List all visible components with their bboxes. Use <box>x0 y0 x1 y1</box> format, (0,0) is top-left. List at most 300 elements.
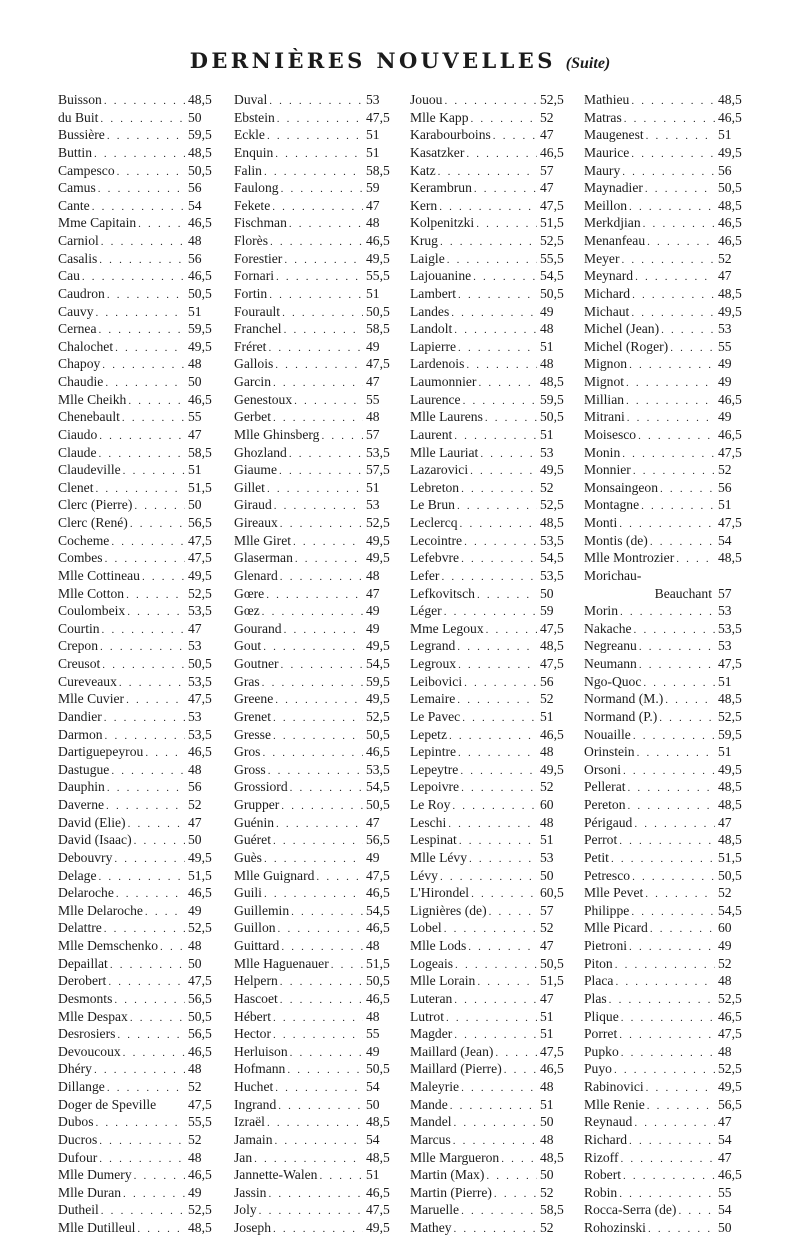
candidate-name: Maruelle <box>410 1202 460 1218</box>
list-item <box>58 955 218 973</box>
candidate-score: 52,5 <box>366 515 390 530</box>
candidate-name: Mlle Lévy <box>410 849 468 865</box>
list-item <box>584 214 748 232</box>
list-item <box>410 690 570 708</box>
candidate-score: 48,5 <box>718 285 742 301</box>
candidate-name: Darmon <box>58 726 103 742</box>
candidate-score: 51 <box>540 1096 554 1112</box>
list-item <box>584 232 748 250</box>
candidate-score: 48 <box>540 1131 554 1147</box>
list-item <box>410 902 570 920</box>
candidate-score: 60 <box>718 920 732 936</box>
candidate-score: 49,5 <box>366 1220 390 1235</box>
dot-leader <box>504 1062 537 1080</box>
dot-leader <box>100 111 185 129</box>
list-item <box>410 1043 570 1061</box>
list-item <box>234 391 396 409</box>
dot-leader <box>114 851 185 869</box>
candidate-name: Katz <box>410 162 436 178</box>
dot-leader <box>266 587 363 605</box>
dot-leader <box>115 340 185 358</box>
list-item <box>410 1219 570 1237</box>
dot-leader <box>647 234 715 252</box>
dot-leader <box>629 939 715 957</box>
candidate-score: 49,5 <box>718 144 742 160</box>
candidate-score: 49 <box>366 849 380 865</box>
dot-leader <box>459 833 537 851</box>
candidate-name: Rabinovici <box>584 1079 644 1094</box>
list-item <box>58 391 218 409</box>
list-item <box>410 444 570 462</box>
candidate-score: 52 <box>188 1079 202 1094</box>
candidate-name: Pupko <box>584 1043 619 1059</box>
dot-leader <box>275 692 363 710</box>
candidate-name: Lepetz <box>410 726 447 742</box>
list-item <box>234 373 396 391</box>
list-item <box>234 585 396 603</box>
list-item <box>234 91 396 109</box>
candidate-score: 50,5 <box>718 867 742 883</box>
candidate-name: David (Elie) <box>58 814 126 830</box>
candidate-score: 55 <box>718 338 732 354</box>
list-item <box>58 444 218 462</box>
candidate-score: 51 <box>540 832 554 848</box>
candidate-score: 55 <box>188 409 202 425</box>
candidate-score: 49,5 <box>718 303 742 319</box>
candidate-name: Le Pavec <box>410 708 461 724</box>
list-item <box>584 620 748 638</box>
candidate-name: Mlle Margueron <box>410 1149 500 1165</box>
candidate-name: Fekete <box>234 197 271 213</box>
dot-leader <box>476 216 537 234</box>
candidate-name: Ciaudo <box>58 426 98 442</box>
dot-leader <box>160 939 185 957</box>
list-item <box>58 831 218 849</box>
dot-leader <box>275 1133 363 1151</box>
candidate-name: Lefkovitsch <box>410 585 475 601</box>
list-item <box>584 726 748 744</box>
candidate-score: 53 <box>718 638 732 654</box>
candidate-score: 49 <box>718 409 732 425</box>
candidate-name: Gourand <box>234 620 282 636</box>
candidate-name: Dubos <box>58 1114 94 1130</box>
dot-leader <box>458 657 537 675</box>
candidate-score: 55 <box>366 391 380 407</box>
list-item <box>410 937 570 955</box>
dot-leader <box>634 1115 715 1133</box>
candidate-score: 51 <box>188 462 202 478</box>
list-item <box>234 126 396 144</box>
candidate-score: 48 <box>718 1043 732 1059</box>
dot-leader <box>280 569 363 587</box>
list-item <box>58 1166 218 1184</box>
candidate-name: Forestier <box>234 250 283 266</box>
list-item <box>58 479 218 497</box>
candidate-name: Laigle <box>410 250 445 266</box>
list-item <box>234 461 396 479</box>
list-item <box>584 1025 748 1043</box>
candidate-name: Mlle Cuvier <box>58 691 125 707</box>
candidate-name: Monin <box>584 444 621 460</box>
candidate-score: 52 <box>540 109 554 125</box>
dot-leader <box>648 1221 715 1239</box>
list-item <box>58 743 218 761</box>
list-item <box>584 1149 748 1167</box>
list-item <box>584 937 748 955</box>
candidate-name: Montis (de) <box>584 532 648 548</box>
list-item <box>410 250 570 268</box>
list-item <box>234 496 396 514</box>
dot-leader <box>123 1045 185 1063</box>
list-item <box>234 250 396 268</box>
candidate-name: Maillard (Jean) <box>410 1043 494 1059</box>
dot-leader <box>290 1045 363 1063</box>
dot-leader <box>478 375 537 393</box>
candidate-score: 46,5 <box>366 920 390 936</box>
candidate-score: 51 <box>718 497 732 513</box>
candidate-name: Doger de Speville <box>58 1096 157 1112</box>
dot-leader <box>670 340 715 358</box>
dot-leader <box>446 1010 537 1028</box>
candidate-score: 53,5 <box>188 726 212 742</box>
candidate-score: 51,5 <box>540 215 564 231</box>
candidate-score: 47 <box>366 374 380 389</box>
candidate-name: Dastugue <box>58 761 110 777</box>
list-item <box>410 320 570 338</box>
candidate-name: David (Isaac) <box>58 832 132 848</box>
list-item <box>584 1184 748 1202</box>
candidate-name: Mlle Renie <box>584 1096 645 1112</box>
candidate-score: 46,5 <box>540 144 564 160</box>
list-item <box>584 655 748 673</box>
candidate-score: 50 <box>188 109 202 125</box>
candidate-name: Krug <box>410 233 438 248</box>
list-item <box>410 726 570 744</box>
candidate-score: 51,5 <box>718 849 742 865</box>
candidate-name: Mme Capitain <box>58 215 137 231</box>
list-item <box>584 1113 748 1131</box>
candidate-name: Lemaire <box>410 691 456 707</box>
candidate-score: 47,5 <box>366 867 390 883</box>
candidate-score: 49 <box>718 374 732 389</box>
list-item <box>58 637 218 655</box>
candidate-score: 52,5 <box>540 233 564 248</box>
list-item <box>234 955 396 973</box>
candidate-score: 54 <box>188 197 202 213</box>
list-item <box>234 162 396 180</box>
candidate-name: Guillon <box>234 920 276 936</box>
candidate-name: Dufour <box>58 1149 98 1165</box>
dot-leader <box>281 798 363 816</box>
candidate-score: 47,5 <box>540 656 564 671</box>
list-item <box>58 796 218 814</box>
list-item <box>58 1043 218 1061</box>
candidate-name: Mlle Despax <box>58 1008 128 1024</box>
dot-leader <box>134 498 185 516</box>
list-item <box>234 919 396 937</box>
candidate-name: Fourault <box>234 303 281 319</box>
candidate-name: Kolpenitzki <box>410 215 475 231</box>
candidate-name: Falin <box>234 162 262 178</box>
list-item <box>584 144 748 162</box>
dot-leader <box>468 939 537 957</box>
candidate-score: 48 <box>540 1079 554 1094</box>
candidate-score: 51 <box>540 338 554 354</box>
candidate-name: Maynadier <box>584 180 643 196</box>
candidate-score: 48,5 <box>718 691 742 707</box>
candidate-score: 53 <box>540 444 554 460</box>
candidate-name: Mlle Lods <box>410 938 467 953</box>
candidate-score: 53 <box>188 708 202 724</box>
results-column-4 <box>584 91 748 1237</box>
candidate-name: Campesco <box>58 162 115 178</box>
candidate-score: 53,5 <box>540 532 564 548</box>
dot-leader <box>461 551 537 569</box>
candidate-name: Negreanu <box>584 638 637 654</box>
candidate-score: 54 <box>718 1202 732 1218</box>
dot-leader <box>273 710 363 728</box>
dot-leader <box>621 1010 715 1028</box>
list-item <box>234 884 396 902</box>
list-item <box>410 567 570 585</box>
dot-leader <box>102 622 185 640</box>
candidate-score: 47 <box>366 585 380 601</box>
dot-leader <box>451 305 537 323</box>
candidate-score: 50 <box>188 374 202 389</box>
list-item <box>584 426 748 444</box>
list-item <box>58 655 218 673</box>
dot-leader <box>626 393 715 411</box>
list-item <box>584 796 748 814</box>
candidate-name: Michel (Jean) <box>584 321 660 337</box>
candidate-score: 48,5 <box>366 1114 390 1130</box>
dot-leader <box>620 604 715 622</box>
candidate-name: Jassin <box>234 1184 267 1200</box>
list-item <box>58 919 218 937</box>
dot-leader <box>142 569 185 587</box>
dot-leader <box>627 410 715 428</box>
dot-leader <box>275 357 363 375</box>
candidate-score: 47 <box>718 268 732 284</box>
list-item <box>584 496 748 514</box>
candidate-name: Lecointre <box>410 532 463 548</box>
list-item <box>58 514 218 532</box>
dot-leader <box>137 1221 185 1239</box>
list-item <box>410 708 570 726</box>
dot-leader <box>665 692 715 710</box>
list-item <box>58 1219 218 1237</box>
candidate-name: Daverne <box>58 797 105 812</box>
list-item <box>234 796 396 814</box>
candidate-name: Debouvry <box>58 849 113 865</box>
candidate-score: 51,5 <box>188 479 212 495</box>
list-item <box>58 1096 218 1114</box>
list-item <box>234 1219 396 1237</box>
dot-leader <box>117 164 185 182</box>
candidate-name: Ducros <box>58 1131 98 1147</box>
list-item <box>58 1008 218 1026</box>
candidate-name: Izraël <box>234 1114 265 1130</box>
candidate-score: 48,5 <box>718 92 742 107</box>
list-item <box>410 109 570 127</box>
dot-leader <box>130 1010 185 1028</box>
candidate-name: Placa <box>584 973 614 989</box>
list-item <box>584 179 748 197</box>
dot-leader <box>280 516 363 534</box>
list-item <box>410 408 570 426</box>
candidate-score: 59,5 <box>540 391 564 407</box>
candidate-score: 56 <box>188 180 202 196</box>
candidate-score: 58,5 <box>188 444 212 460</box>
candidate-score: 56 <box>188 250 202 266</box>
dot-leader <box>126 587 185 605</box>
results-column-3 <box>410 91 570 1237</box>
candidate-score: 51 <box>718 673 732 689</box>
list-item <box>234 673 396 691</box>
list-item <box>584 514 748 532</box>
candidate-score: 52 <box>540 1184 554 1200</box>
candidate-name: Lebreton <box>410 479 460 495</box>
candidate-score: 56,5 <box>188 1026 212 1042</box>
candidate-name: Mignot <box>584 374 625 389</box>
candidate-name: Petresco <box>584 867 631 883</box>
list-item <box>58 285 218 303</box>
candidate-name: Cureveaux <box>58 673 117 689</box>
dot-leader <box>107 780 185 798</box>
candidate-score: 50,5 <box>188 656 212 671</box>
candidate-score: 57,5 <box>366 462 390 478</box>
list-item <box>58 1025 218 1043</box>
candidate-name: Desrosiers <box>58 1026 116 1042</box>
candidate-name: Eckle <box>234 127 265 143</box>
list-item <box>410 1166 570 1184</box>
dot-leader <box>645 886 715 904</box>
list-item <box>58 726 218 744</box>
candidate-score: 49 <box>366 620 380 636</box>
dot-leader <box>622 446 715 464</box>
candidate-score: 50 <box>366 1096 380 1112</box>
candidate-score: 47,5 <box>188 1096 212 1112</box>
candidate-score: 58,5 <box>540 1202 564 1218</box>
dot-leader <box>650 921 715 939</box>
candidate-score: 59 <box>540 603 554 619</box>
candidate-score: 48 <box>366 409 380 425</box>
dot-leader <box>287 1062 363 1080</box>
candidate-name: Clerc (Pierre) <box>58 497 133 513</box>
dot-leader <box>474 181 537 199</box>
candidate-name: Michel (Roger) <box>584 338 669 354</box>
list-item <box>58 408 218 426</box>
candidate-name: Buisson <box>58 92 102 107</box>
candidate-score: 49,5 <box>718 761 742 777</box>
candidate-score: 54,5 <box>540 550 564 566</box>
candidate-score: 46,5 <box>188 215 212 231</box>
dot-leader <box>262 675 363 693</box>
candidate-score: 51 <box>540 426 554 442</box>
candidate-name: Lazarovici <box>410 462 469 478</box>
candidate-score: 51 <box>188 303 202 319</box>
dot-leader <box>676 551 715 569</box>
dot-leader <box>678 1203 715 1221</box>
dot-leader <box>100 639 185 657</box>
list-item <box>410 1025 570 1043</box>
candidate-score: 48,5 <box>718 779 742 795</box>
candidate-name: Cau <box>58 268 80 284</box>
list-item <box>410 831 570 849</box>
candidate-name: Lajouanine <box>410 268 472 284</box>
candidate-score: 47,5 <box>718 515 742 530</box>
candidate-name: Millian <box>584 391 625 407</box>
dot-leader <box>454 992 537 1010</box>
candidate-name: Rocca-Serra (de) <box>584 1202 677 1218</box>
dot-leader <box>458 287 537 305</box>
list-item <box>58 179 218 197</box>
list-item <box>58 461 218 479</box>
dot-leader <box>615 974 715 992</box>
candidate-score: 50 <box>540 867 554 883</box>
candidate-score: 53 <box>540 849 554 865</box>
candidate-score: 53,5 <box>188 673 212 689</box>
candidate-name: Le Roy <box>410 797 451 812</box>
candidate-name: Dutheil <box>58 1202 99 1218</box>
candidate-name: Gœz <box>234 603 260 619</box>
list-item <box>584 267 748 285</box>
dot-leader <box>461 1203 537 1221</box>
candidate-score: 50,5 <box>718 180 742 196</box>
dot-leader <box>107 128 185 146</box>
candidate-score: 46,5 <box>188 268 212 284</box>
candidate-score: 48,5 <box>718 550 742 566</box>
candidate-name: Casalis <box>58 250 98 266</box>
list-item <box>234 426 396 444</box>
candidate-score: 51 <box>366 144 380 160</box>
candidate-name: Leibovici <box>410 673 463 689</box>
list-item <box>584 109 748 127</box>
list-item <box>58 690 218 708</box>
candidate-score: 49 <box>540 303 554 319</box>
page-title: DERNIÈRES NOUVELLES <box>189 48 556 73</box>
dot-leader <box>639 657 715 675</box>
candidate-score: 46,5 <box>540 726 564 742</box>
candidate-score: 58,5 <box>366 321 390 337</box>
list-item <box>234 1008 396 1026</box>
candidate-score: 48 <box>366 1008 380 1024</box>
dot-leader <box>96 1115 186 1133</box>
candidate-name: Mlle Cheikh <box>58 391 127 407</box>
list-item <box>410 426 570 444</box>
list-item <box>58 620 218 638</box>
candidate-name: Logeais <box>410 955 454 971</box>
list-item <box>584 902 748 920</box>
candidate-score: 48 <box>540 814 554 830</box>
dot-leader <box>280 992 363 1010</box>
dot-leader <box>457 692 537 710</box>
candidate-score: 59,5 <box>188 321 212 337</box>
list-item <box>234 726 396 744</box>
candidate-score: 51 <box>366 285 380 301</box>
dot-leader <box>460 763 537 781</box>
candidate-score: 51 <box>540 708 554 724</box>
candidate-score: 54 <box>366 1131 380 1147</box>
list-item <box>410 355 570 373</box>
dot-leader <box>107 287 185 305</box>
list-item <box>58 532 218 550</box>
list-item <box>410 514 570 532</box>
candidate-name: Garcin <box>234 374 271 389</box>
list-item <box>58 708 218 726</box>
list-item <box>234 514 396 532</box>
candidate-score: 52 <box>718 462 732 478</box>
